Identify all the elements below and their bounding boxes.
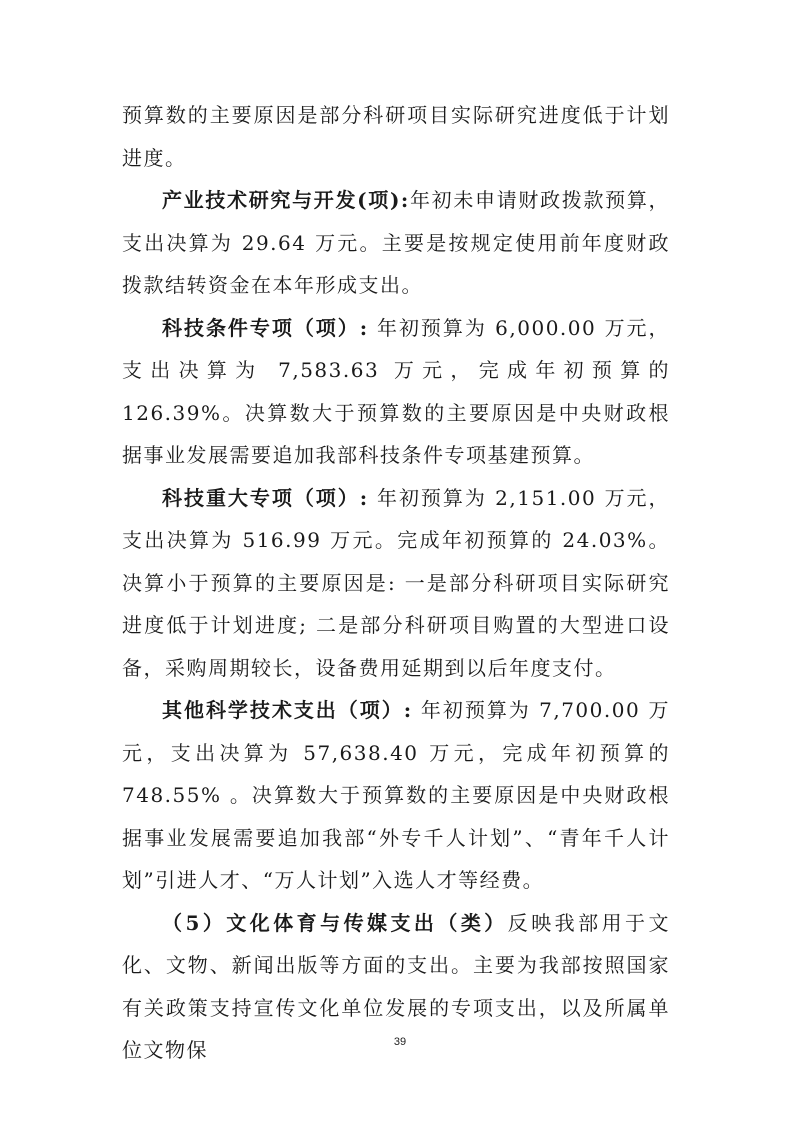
paragraph-tech-conditions <box>122 307 670 477</box>
paragraph-heading: 产业技术研究与开发(项): <box>162 188 410 212</box>
paragraph-text: 年初预算为 6,000.00 万元，支出决算为 7,583.63 万元，完成年初预算的 126.39%。决算数大于预算数的主要原因是中央财政根据事业发展需要追加我部科技条件专项基建预算。 <box>122 315 671 467</box>
paragraph-industrial-tech <box>122 179 670 307</box>
paragraph-heading: 其他科学技术支出（项）: <box>162 698 413 722</box>
paragraph-other-science <box>122 689 670 902</box>
paragraph-heading: 科技重大专项（项）: <box>162 485 369 510</box>
paragraph-text: 年初预算为 2,151.00 万元，支出决算为 516.99 万元。完成年初预算的 24.03%。决算小于预算的主要原因是: 一是部分科研项目实际研究进度低于计划进度; 二是部分科研项目购置的大型进口设备，采购周期较长，设备费用延期到以后年度支付。 <box>122 485 671 680</box>
paragraph-text: 年初预算为 7,700.00 万元，支出决算为 57,638.40 万元，完成年初预算的 748.55% 。决算数大于预算数的主要原因是中央财政根据事业发展需要追加我部“外专千人计划”、“青年千人计划”引进人才、“万人计划”入选人才等经费。 <box>122 698 671 892</box>
paragraph-heading: 科技条件专项（项）: <box>162 315 369 340</box>
paragraph-continuation <box>122 94 670 179</box>
paragraph-heading: （5）文化体育与传媒支出（类） <box>162 910 508 935</box>
page-number: 39 <box>393 1036 407 1048</box>
paragraph-text: 年初未申请财政拨款预算，支出决算为 29.64 万元。主要是按规定使用前年度财政拨款结转资金在本年形成支出。 <box>122 188 670 297</box>
paragraph-text: 预算数的主要原因是部分科研项目实际研究进度低于计划进度。 <box>122 103 670 170</box>
paragraph-text: 反映我部用于文化、文物、新闻出版等方面的支出。主要为我部按照国家有关政策支持宣传文化单位发展的专项支出，以及所属单位文物保 <box>122 910 671 1062</box>
document-body <box>122 94 670 1072</box>
paragraph-major-projects <box>122 477 670 690</box>
